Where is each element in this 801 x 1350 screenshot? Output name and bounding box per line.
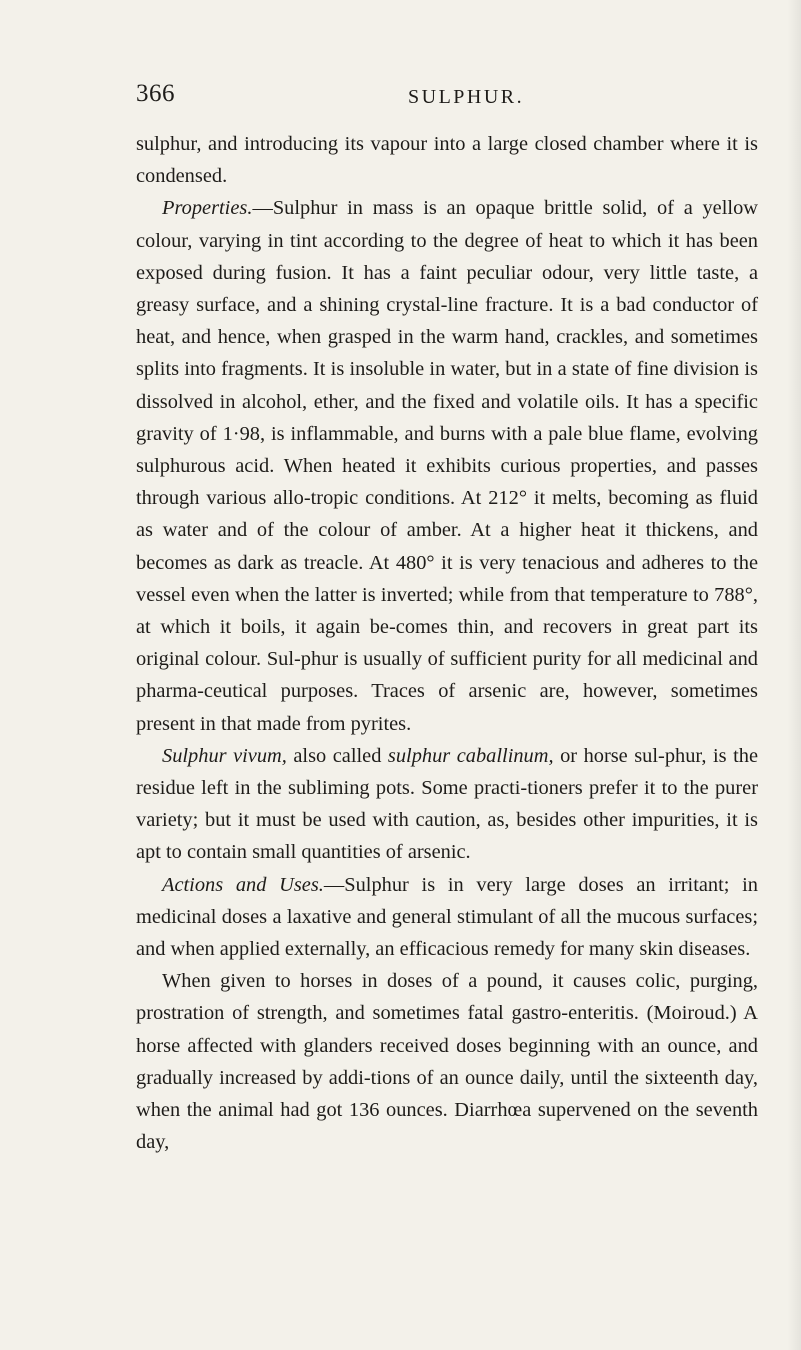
paragraph-continuation (136, 128, 758, 192)
paragraph-text: also called (286, 744, 388, 767)
page-number: 366 (136, 80, 175, 107)
paragraph-horses (136, 965, 758, 1158)
paragraph-text: —Sulphur in mass is an opaque brittle solid, of a yellow colour, varying in tint according to the degree of heat to which it has been exposed during fusion. It has a faint peculiar odour, very little taste, a greasy surface, and a shining crystal-line fracture. It is a bad conductor of heat, and hence, when grasped in the warm hand, crackles, and sometimes splits into fragments. It is insoluble in water, but in a state of fine division is dissolved in alcohol, ether, and the fixed and volatile oils. It has a specific gravity of 1·98, is inflammable, and burns with a pale blue flame, evolving sulphurous acid. When heated it exhibits curious properties, and passes through various allo-tropic conditions. At 212° it melts, becoming as fluid as water and of the colour of amber. At a higher heat it thickens, and becomes as dark as treacle. At 480° it is very tenacious and adheres to the vessel even when the latter is inverted; while from that temperature to 788°, at which it boils, it again be-comes thin, and recovers in great part its original colour. Sul-phur is usually of sufficient purity for all medicinal and pharma-ceutical purposes. Traces of arsenic are, however, sometimes present in that made from pyrites. (136, 197, 758, 735)
term-sulphur-vivum: Sulphur vivum, (162, 744, 287, 767)
page-header (136, 80, 756, 120)
running-head: SULPHUR. (408, 86, 525, 108)
section-heading-actions-and-uses: Actions and Uses. (162, 873, 324, 896)
paragraph-text: When given to horses in doses of a pound, it causes colic, purging, prostration of strength, and sometimes fatal gastro-enteritis. (Moiroud.) A horse affected with glanders received doses beginning with an ounce, and gradually increased by addi-tions of an ounce daily, until the sixteenth day, when the animal had got 136 ounces. Diarrhœa supervened on the seventh day, (136, 970, 758, 1154)
paragraph-actions-and-uses (136, 869, 758, 966)
paragraph-properties (136, 192, 758, 739)
page-edge-shadow (787, 0, 801, 1350)
section-heading-properties: Properties. (162, 197, 253, 220)
term-sulphur-caballinum: sulphur caballinum, (387, 744, 554, 767)
paragraph-sulphur-vivum (136, 740, 758, 869)
paragraph-text: sulphur, and introducing its vapour into a large closed chamber where it is condensed. (136, 133, 758, 188)
body-text (136, 128, 758, 1159)
paragraph-text: —Sulphur is in very large doses an irritant; in medicinal doses a laxative and general stimulant of all the mucous surfaces; and when applied externally, an efficacious remedy for many skin diseases. (136, 873, 758, 961)
paragraph-text: or horse sul-phur, is the residue left in the subliming pots. Some practi-tioners prefer it to the purer variety; but it must be used with caution, as, besides other impurities, it is apt to contain small quantities of arsenic. (136, 744, 758, 864)
